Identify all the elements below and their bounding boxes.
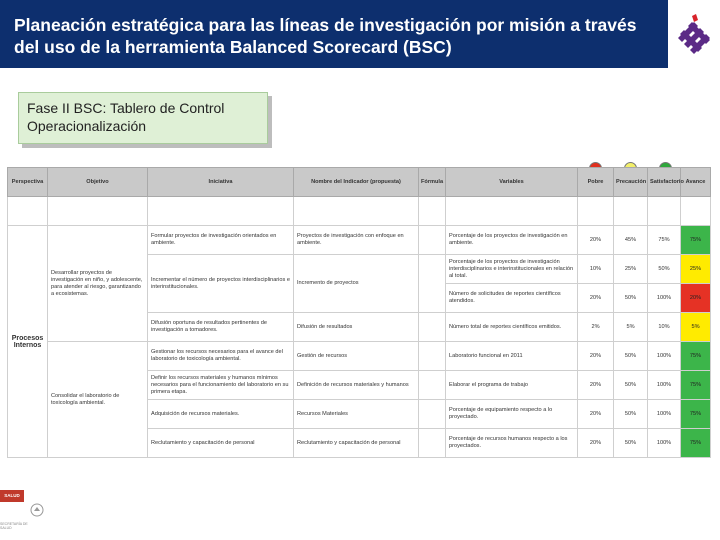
- spacer-cell: [419, 197, 446, 226]
- slide-title: [0, 0, 668, 68]
- spacer-cell: [48, 197, 148, 226]
- pobre-cell: 20%: [578, 371, 614, 400]
- formula-cell: [419, 226, 446, 255]
- indicador-cell: Proyectos de investigación con enfoque en ambiente.: [294, 226, 419, 255]
- spacer-cell: [148, 197, 294, 226]
- variables-cell: Porcentaje de los proyectos de investigación en ambiente.: [446, 226, 578, 255]
- phase-line-1: Fase II BSC: Tablero de Control: [27, 100, 225, 116]
- avance-cell: 75%: [681, 400, 711, 429]
- salud-subtitle: SECRETARÍA DE SALUD: [0, 522, 28, 530]
- bsc-control-table: [7, 167, 711, 458]
- iniciativa-cell: Gestionar los recursos necesarios para el avance del laboratorio de toxicología ambiental.: [148, 342, 294, 371]
- precaucion-cell: 50%: [614, 342, 648, 371]
- avance-cell: 25%: [681, 255, 711, 284]
- iniciativa-cell: Difusión oportuna de resultados pertinentes de investigación a tomadores.: [148, 313, 294, 342]
- precaucion-cell: 50%: [614, 371, 648, 400]
- salud-tag: SALUD: [0, 490, 24, 502]
- pobre-cell: 2%: [578, 313, 614, 342]
- table-header-row: [8, 168, 711, 197]
- col-header-formula: Fórmula: [419, 168, 446, 197]
- avance-cell: 75%: [681, 226, 711, 255]
- col-header-satisfactorio: Satisfactorio: [648, 168, 681, 197]
- pobre-cell: 20%: [578, 429, 614, 458]
- indicador-cell: Definición de recursos materiales y humanos: [294, 371, 419, 400]
- spacer-cell: [8, 197, 48, 226]
- perspectiva-cell: Procesos Internos: [8, 226, 48, 458]
- col-header-variables: Variables: [446, 168, 578, 197]
- indicador-cell: Recursos Materiales: [294, 400, 419, 429]
- title-line-1: Planeación estratégica para las líneas de investigación por misión a través: [14, 15, 637, 35]
- institution-logo-icon: [672, 8, 716, 60]
- precaucion-cell: 50%: [614, 284, 648, 313]
- variables-cell: Laboratorio funcional en 2011: [446, 342, 578, 371]
- col-header-avance: Avance: [681, 168, 711, 197]
- spacer-cell: [446, 197, 578, 226]
- pobre-cell: 20%: [578, 400, 614, 429]
- variables-cell: Porcentaje de recursos humanos respecto a los proyectados.: [446, 429, 578, 458]
- iniciativa-cell: Definir los recursos materiales y humanos mínimos necesarios para el funcionamiento del laboratorio en su primera etapa.: [148, 371, 294, 400]
- iniciativa-cell: Formular proyectos de investigación orientados en ambiente.: [148, 226, 294, 255]
- satisfactorio-cell: 75%: [648, 226, 681, 255]
- indicador-cell: Incremento de proyectos: [294, 255, 419, 313]
- indicador-cell: Gestión de recursos: [294, 342, 419, 371]
- col-header-perspectiva: Perspectiva: [8, 168, 48, 197]
- formula-cell: [419, 342, 446, 371]
- precaucion-cell: 45%: [614, 226, 648, 255]
- satisfactorio-cell: 100%: [648, 284, 681, 313]
- formula-cell: [419, 400, 446, 429]
- pobre-cell: 20%: [578, 284, 614, 313]
- col-header-precaucion: Precaución: [614, 168, 648, 197]
- precaucion-cell: 50%: [614, 429, 648, 458]
- objetivo-cell: Consolidar el laboratorio de toxicología ambiental.: [48, 342, 148, 458]
- salud-logo: [0, 490, 46, 540]
- iniciativa-cell: Adquisición de recursos materiales.: [148, 400, 294, 429]
- variables-cell: Porcentaje de los proyectos de investigación interdisciplinarios e interinstitucionales en relación al total.: [446, 255, 578, 284]
- variables-cell: Número total de reportes científicos emitidos.: [446, 313, 578, 342]
- satisfactorio-cell: 100%: [648, 342, 681, 371]
- avance-cell: 5%: [681, 313, 711, 342]
- objetivo-cell: Desarrollar proyectos de investigación en niño, y adolescente, para atender al riesgo, garantizando a ecosistemas.: [48, 226, 148, 342]
- satisfactorio-cell: 100%: [648, 371, 681, 400]
- table-spacer-row: [8, 197, 711, 226]
- title-line-2: del uso de la herramienta Balanced Scorecard (BSC): [14, 37, 452, 57]
- satisfactorio-cell: 100%: [648, 429, 681, 458]
- avance-cell: 75%: [681, 342, 711, 371]
- pobre-cell: 20%: [578, 342, 614, 371]
- iniciativa-cell: Reclutamiento y capacitación de personal: [148, 429, 294, 458]
- formula-cell: [419, 371, 446, 400]
- precaucion-cell: 25%: [614, 255, 648, 284]
- iniciativa-cell: Incrementar el número de proyectos interdisciplinarios e interinstitucionales.: [148, 255, 294, 313]
- col-header-pobre: Pobre: [578, 168, 614, 197]
- formula-cell: [419, 255, 446, 313]
- indicador-cell: Reclutamiento y capacitación de personal: [294, 429, 419, 458]
- spacer-cell: [681, 197, 711, 226]
- variables-cell: Porcentaje de equipamiento respecto a lo proyectado.: [446, 400, 578, 429]
- pobre-cell: 10%: [578, 255, 614, 284]
- satisfactorio-cell: 10%: [648, 313, 681, 342]
- spacer-cell: [648, 197, 681, 226]
- spacer-cell: [578, 197, 614, 226]
- spacer-cell: [294, 197, 419, 226]
- indicador-cell: Difusión de resultados: [294, 313, 419, 342]
- avance-cell: 75%: [681, 429, 711, 458]
- col-header-indicador: Nombre del Indicador (propuesta): [294, 168, 419, 197]
- avance-cell: 75%: [681, 371, 711, 400]
- formula-cell: [419, 313, 446, 342]
- satisfactorio-cell: 100%: [648, 400, 681, 429]
- eagle-seal-icon: [30, 502, 44, 518]
- header-bar: [0, 0, 720, 68]
- col-header-iniciativa: Iniciativa: [148, 168, 294, 197]
- phase-label-box: [18, 92, 268, 144]
- variables-cell: Número de solicitudes de reportes científicos atendidos.: [446, 284, 578, 313]
- table-row: [8, 342, 711, 371]
- table-row: [8, 226, 711, 255]
- variables-cell: Elaborar el programa de trabajo: [446, 371, 578, 400]
- col-header-objetivo: Objetivo: [48, 168, 148, 197]
- phase-line-2: Operacionalización: [27, 118, 147, 134]
- pobre-cell: 20%: [578, 226, 614, 255]
- avance-cell: 20%: [681, 284, 711, 313]
- precaucion-cell: 50%: [614, 400, 648, 429]
- satisfactorio-cell: 50%: [648, 255, 681, 284]
- spacer-cell: [614, 197, 648, 226]
- precaucion-cell: 5%: [614, 313, 648, 342]
- formula-cell: [419, 429, 446, 458]
